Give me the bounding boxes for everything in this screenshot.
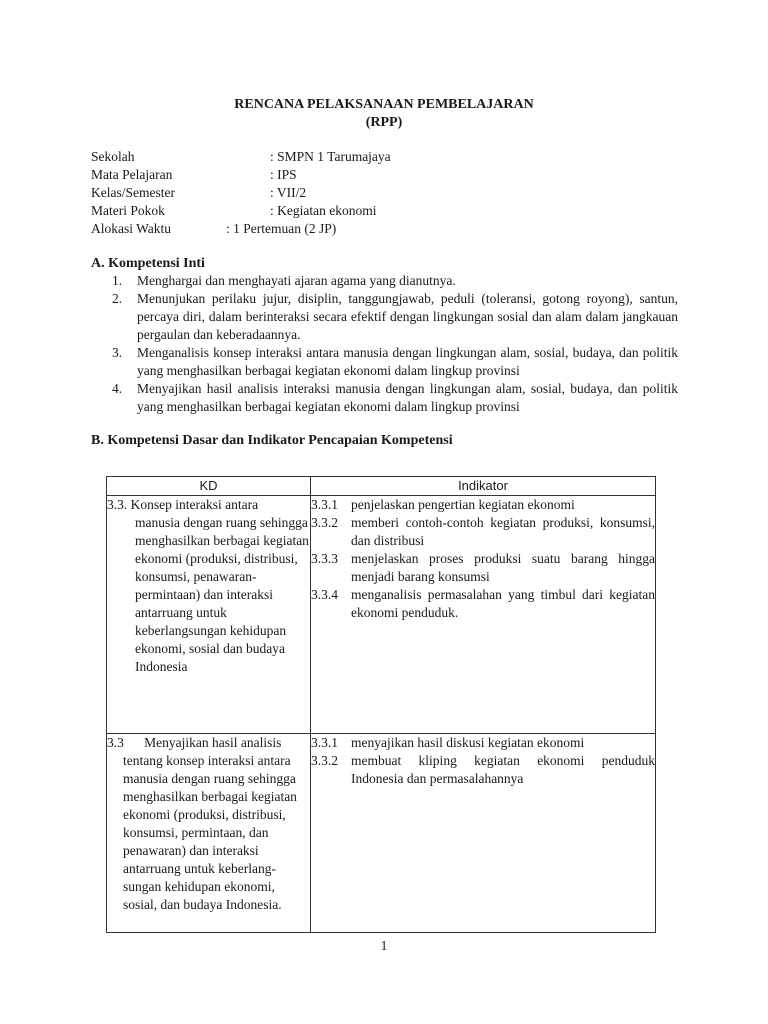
kd-cell: 3.3 Menyajikan hasil analisis tentang konsep interaksi antara manusia dengan ruang sehingga menghasilkan berbagai kegiatan ekonomi (produksi, distribusi, konsumsi, permintaan, dan penawaran) dan interaksi antarruang untuk keberlang-sungan kehidupan ekonomi, sosial, dan budaya Indonesia. (107, 734, 311, 933)
list-item: 2. Menunjukan perilaku jujur, disiplin, tanggungjawab, peduli (toleransi, gotong royong), santun, percaya diri, dalam berinteraksi secara efektif dengan lingkungan sosial dan alam dalam jangkauan pergaulan dan keberadaannya. (112, 291, 678, 342)
kompetensi-inti-list (112, 272, 678, 416)
identity-label: Materi Pokok (91, 203, 165, 218)
page-number: 1 (380, 938, 388, 953)
indikator-cell (311, 734, 656, 933)
identity-value: : VII/2 (270, 185, 307, 200)
indicator-item: 3.3.2 membuat kliping kegiatan ekonomi penduduk Indonesia dan permasalahannya (311, 753, 655, 786)
identity-label: Sekolah (91, 149, 135, 164)
indicator-item: 3.3.1 penjelaskan pengertian kegiatan ekonomi (311, 497, 575, 512)
indikator-cell (311, 496, 656, 734)
table-header-kd: KD (107, 477, 311, 496)
kd-cell: 3.3. Konsep interaksi antara manusia dengan ruang sehingga menghasilkan berbagai kegiatan ekonomi (produksi, distribusi, konsumsi, penawaran-permintaan) dan interaksi antarruang untuk keberlangsungan kehidupan ekonomi, sosial dan budaya Indonesia (107, 496, 311, 734)
identity-label: Alokasi Waktu (91, 221, 172, 236)
identity-label: Mata Pelajaran (91, 167, 173, 182)
list-item: 4. Menyajikan hasil analisis interaksi manusia dengan lingkungan alam, sosial, budaya, dan politik yang menghasilkan berbagai kegiatan ekonomi dalam lingkup provinsi (112, 381, 678, 414)
document-subtitle: (RPP) (365, 115, 403, 130)
identity-value: : 1 Pertemuan (2 JP) (226, 221, 337, 236)
indicator-item: 3.3.3 menjelaskan proses produksi suatu barang hingga menjadi barang konsumsi (311, 551, 655, 584)
kd-indikator-table (106, 476, 656, 933)
indicator-item: 3.3.1 menyajikan hasil diskusi kegiatan ekonomi (311, 735, 585, 750)
table-row (107, 496, 656, 734)
identity-value: : SMPN 1 Tarumajaya (270, 149, 391, 164)
document-title: RENCANA PELAKSANAAN PEMBELAJARAN (234, 97, 534, 112)
table-row (107, 734, 656, 933)
indicator-item: 3.3.2 memberi contoh-contoh kegiatan produksi, konsumsi, dan distribusi (311, 515, 655, 548)
indicator-item: 3.3.4 menganalisis permasalahan yang timbul dari kegiatan ekonomi penduduk. (311, 587, 655, 620)
section-b-heading: B. Kompetensi Dasar dan Indikator Pencapaian Kompetensi (91, 433, 453, 448)
identity-value: : IPS (270, 167, 297, 182)
section-a-heading: A. Kompetensi Inti (91, 256, 205, 271)
list-item: 1. Menghargai dan menghayati ajaran agama yang dianutnya. (112, 273, 456, 288)
table-header-indikator: Indikator (311, 477, 656, 496)
list-item: 3. Menganalisis konsep interaksi antara manusia dengan lingkungan alam, sosial, budaya, dan politik yang menghasilkan berbagai kegiatan ekonomi dalam lingkup provinsi (112, 345, 678, 378)
identity-value: : Kegiatan ekonomi (270, 203, 377, 218)
identity-label: Kelas/Semester (91, 185, 175, 200)
